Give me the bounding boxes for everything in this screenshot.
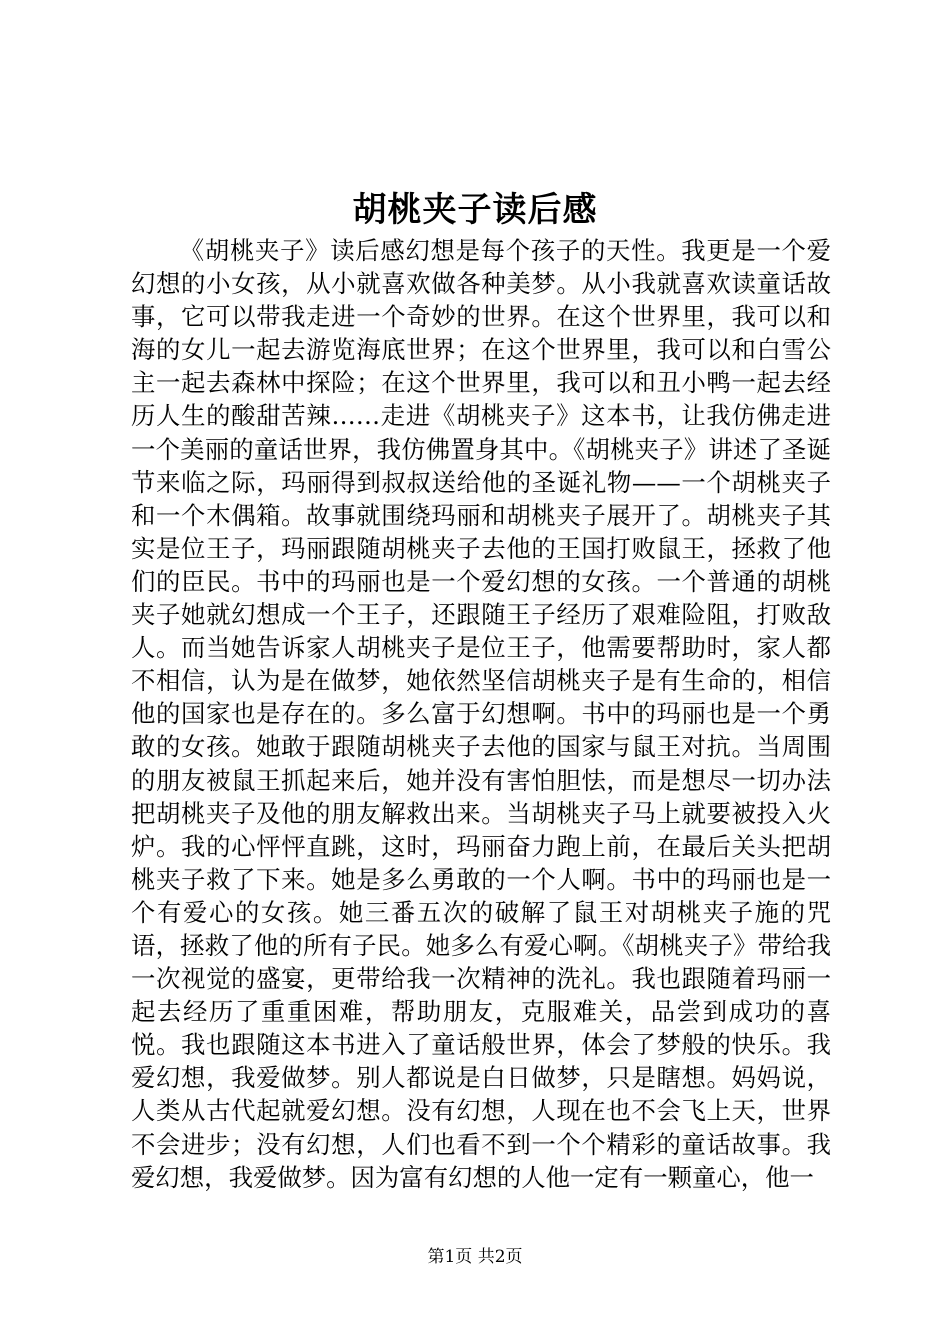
page-indicator: 第1页 共2页	[427, 1247, 523, 1267]
document-body: 《胡桃夹子》读后感幻想是每个孩子的天性。我更是一个爱幻想的小女孩，从小就喜欢做各种美梦。从小我就喜欢读童话故事，它可以带我走进一个奇妙的世界。在这个世界里，我可以和海的女儿一起去游览海底世界；在这个世界里，我可以和白雪公主一起去森林中探险；在这个世界里，我可以和丑小鸭一起去经历人生的酸甜苦辣……走进《胡桃夹子》这本书，让我仿佛走进一个美丽的童话世界，我仿佛置身其中。《胡桃夹子》讲述了圣诞节来临之际，玛丽得到叔叔送给他的圣诞礼物——一个胡桃夹子和一个木偶箱。故事就围绕玛丽和胡桃夹子展开了。胡桃夹子其实是位王子，玛丽跟随胡桃夹子去他的王国打败鼠王，拯救了他们的臣民。书中的玛丽也是一个爱幻想的女孩。一个普通的胡桃夹子她就幻想成一个王子，还跟随王子经历了艰难险阻，打败敌人。而当她告诉家人胡桃夹子是位王子，他需要帮助时，家人都不相信，认为是在做梦，她依然坚信胡桃夹子是有生命的，相信他的国家也是存在的。多么富于幻想啊。书中的玛丽也是一个勇敢的女孩。她敢于跟随胡桃夹子去他的国家与鼠王对抗。当周围的朋友被鼠王抓起来后，她并没有害怕胆怯，而是想尽一切办法把胡桃夹子及他的朋友解救出来。当胡桃夹子马上就要被投入火炉。我的心怦怦直跳，这时，玛丽奋力跑上前，在最后关头把胡桃夹子救了下来。她是多么勇敢的一个人啊。书中的玛丽也是一个有爱心的女孩。她三番五次的破解了鼠王对胡桃夹子施的咒语，拯救了他的所有子民。她多么有爱心啊。《胡桃夹子》带给我一次视觉的盛宴，更带给我一次精神的洗礼。我也跟随着玛丽一起去经历了重重困难，帮助朋友，克服难关，品尝到成功的喜悦。我也跟随这本书进入了童话般世界，体会了梦般的快乐。我爱幻想，我爱做梦。别人都说是白日做梦，只是瞎想。妈妈说，人类从古代起就爱幻想。没有幻想，人现在也不会飞上天，世界不会进步；没有幻想，人们也看不到一个个精彩的童话故事。我爱幻想，我爱做梦。因为富有幻想的人他一定有一颗童心，他一	[131, 236, 831, 1192]
document-title: 胡桃夹子读后感	[352, 190, 598, 230]
